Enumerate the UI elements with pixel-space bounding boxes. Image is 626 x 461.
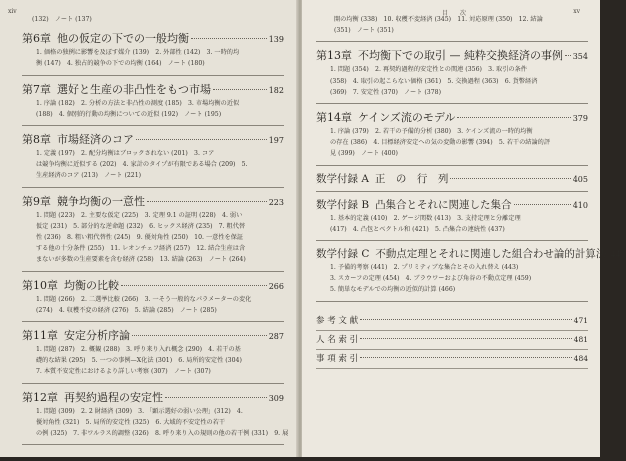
- section-line: 3. スカーフの定理 (454) 4. ブラウワーおよび角谷の不動点定理 (459): [330, 275, 532, 283]
- appendix-entry: [316, 247, 626, 302]
- dot-leader: [360, 319, 572, 320]
- back-matter-page-number: 484: [573, 353, 588, 363]
- chapter-number: 第13章: [316, 49, 352, 63]
- section-line: の存在 (386) 4. 目標経済安定への気の変動の影響 (394) 5. 若干の結論的評: [330, 139, 551, 147]
- chapter-number: 第14章: [316, 111, 352, 125]
- section-line: 1. 予備的考察 (441) 2. プリミティブな集合とその入れ替え (443): [330, 264, 519, 272]
- chapter-number: 第11章: [22, 329, 58, 343]
- chapter-heading: [22, 31, 284, 47]
- dot-leader: [136, 139, 267, 140]
- section-list: [22, 47, 284, 75]
- back-matter-title: 人 名 索 引: [316, 334, 359, 345]
- chapter-page-number: 410: [572, 200, 588, 210]
- section-line: 1. 問題 (266) 2. 二選挙比較 (266) 3. 一そう一般的なパラメーターの変化: [36, 295, 252, 303]
- dot-leader: [450, 178, 570, 179]
- chapter-heading: [316, 198, 588, 213]
- chapter-heading: [316, 172, 588, 192]
- section-line: 1. 問題 (309) 2. 2 財経済 (309) 3. 「顕示選好の弱い公理」(312) 4.: [36, 407, 243, 415]
- section-line: (417) 4. 凸包とベクトル和 (421) 5. 凸集合の連続性 (437): [330, 225, 505, 233]
- section-line: 1. 序論 (379) 2. 若干の予備的分析 (380) 3. ケインズ流の一時的均衡: [330, 128, 533, 136]
- section-list: [22, 210, 284, 272]
- chapter-title: 均衡の比較: [64, 278, 119, 292]
- left-page-number: xiv: [8, 8, 17, 15]
- appendix-list: [316, 172, 626, 302]
- page-edge: [0, 457, 600, 461]
- dot-leader: [514, 204, 571, 205]
- chapter-title: 競争均衡の一意性: [57, 194, 145, 208]
- chapter-entry: [22, 194, 284, 272]
- section-line: は競争均衡に近似する (202) 4. 家計のタイプが有限である場合 (209) 5.: [36, 161, 248, 169]
- back-matter-entry: [316, 312, 588, 331]
- chapter-number: 第9章: [22, 194, 51, 208]
- right-page: [302, 0, 626, 461]
- chapter-title: 再契約過程の安定性: [64, 390, 163, 404]
- section-line: 1. 問題 (223) 2. 主要な仮定 (225) 3. 定理 9.1 の証明 (228) 4. 弱い: [36, 211, 243, 219]
- chapter-heading: [22, 328, 284, 344]
- section-line: 1. 価格の独例に影響を及ぼす媒介 (139) 2. 外部性 (142) 3. 一時的均: [36, 49, 240, 57]
- dot-leader: [457, 117, 570, 118]
- continuation-line: (132) ノート (137): [32, 16, 92, 23]
- chapter-number: 数学付録 B: [316, 198, 370, 211]
- back-matter-entry: [316, 350, 588, 369]
- section-line: する他の十分条件 (255) 11. レオンチェフ経済 (257) 12. 結合生産は含: [36, 245, 246, 253]
- back-matter-list: [316, 312, 588, 369]
- chapter-title: 選好と生産の非凸性をもつ市場: [57, 82, 211, 96]
- chapter-heading: [316, 247, 626, 262]
- dot-leader: [191, 38, 267, 39]
- chapter-entry: [22, 328, 284, 384]
- chapter-title: 市場経済のコア: [57, 133, 134, 147]
- chapter-page-number: 309: [268, 393, 284, 403]
- section-list: [316, 64, 588, 104]
- chapter-page-number: 287: [268, 332, 284, 342]
- chapter-number: 第7章: [22, 82, 51, 96]
- section-line: 1. 定義 (197) 2. 配分均衡はブロックされない (201) 3. コア: [36, 150, 215, 158]
- chapter-title: 不動点定理とそれに関連した組合わせ論的計算法: [375, 248, 607, 261]
- dot-leader: [213, 89, 267, 90]
- chapter-number: 数学付録 A: [316, 172, 369, 185]
- section-list: [316, 126, 588, 166]
- chapter-heading: [22, 194, 284, 210]
- section-line: (369) 7. 安定性 (370) ノート (378): [330, 88, 442, 96]
- chapter-title: 不均衡下での取引 — 純粋交換経済の事例: [358, 49, 563, 63]
- left-chapter-list: [22, 31, 289, 445]
- back-matter-page-number: 471: [573, 315, 588, 325]
- section-line: 性 (236) 8. 粗い粗代替性 (245) 9. 優対角性 (250) 10. 一意性を保証: [36, 234, 244, 242]
- dot-leader: [165, 397, 267, 398]
- chapter-entry: [316, 110, 588, 166]
- chapter-entry: [316, 48, 588, 104]
- chapter-page-number: 354: [572, 52, 588, 62]
- section-line: (188) 4. 個別的行動の均衡についての近似 (192) ノート (195): [36, 110, 222, 118]
- appendix-entry: [316, 198, 588, 241]
- section-list: [316, 213, 588, 241]
- chapter-heading: [316, 48, 588, 64]
- chapter-heading: [22, 82, 284, 98]
- section-list: [22, 98, 284, 126]
- chapter-entry: [22, 82, 284, 126]
- section-line: の例 (325) 7. 非ワルラス的調整 (326) 8. 呼り来り入の規則の他の若干例 (331) 9. 展: [36, 430, 289, 438]
- section-line: 7. 本質不安定性におけるより詳しい考察 (307) ノート (307): [36, 368, 211, 376]
- chapter-page-number: 441: [610, 250, 626, 260]
- section-list: [22, 294, 284, 322]
- section-list: [22, 406, 289, 446]
- chapter-page-number: 197: [268, 136, 284, 146]
- chapter-title: 安定分析序論: [64, 329, 130, 343]
- chapter-page-number: 405: [572, 174, 588, 184]
- right-toc: [316, 14, 626, 369]
- section-line: (274) 4. 収穫不変の経済 (276) 5. 結論 (285) ノート (285): [36, 306, 217, 314]
- back-matter-title: 参 考 文 献: [316, 315, 359, 326]
- chapter-page-number: 379: [572, 114, 588, 124]
- chapter-title: 他の仮定の下での一般均衡: [57, 32, 189, 46]
- section-list: [316, 262, 588, 302]
- dot-leader: [147, 201, 267, 202]
- chapter-number: 数学付録 C: [316, 248, 370, 261]
- section-line: 1. 基本的定義 (410) 2. ゲージ関数 (413) 3. 支持定理と分離定理: [330, 214, 521, 222]
- chapter-heading: [22, 278, 284, 294]
- appendix-entry: [316, 172, 588, 192]
- section-line: 仮定 (231) 5. 部分的な逆命題 (232) 6. ヒックス経済 (235) 7. 粗代替: [36, 222, 246, 230]
- back-matter-page-number: 481: [573, 334, 588, 344]
- chapter-heading: [316, 110, 588, 126]
- left-page: [0, 0, 298, 461]
- chapter-number: 第8章: [22, 133, 51, 147]
- chapter-entry: [22, 390, 289, 446]
- section-line: 1. 問題 (287) 2. 概観 (288) 3. 呼り来り入れ概念 (290) 4. 若干の基: [36, 346, 241, 354]
- section-line: まないが多数の生産要素を含む経済 (258) 13. 結論 (263) ノート (264): [36, 256, 246, 264]
- section-line: (358) 4. 取引の起こらない価格 (361) 5. 交換過程 (363) 6. 貨幣経済: [330, 77, 538, 85]
- chapter-title: 凸集合とそれに関連した集合: [375, 198, 512, 211]
- chapter-number: 第6章: [22, 32, 51, 46]
- dot-leader: [132, 335, 267, 336]
- section-line: 1. 問題 (354) 2. 再契約過程的安定性との関連 (356) 3. 取引の条件: [330, 66, 527, 74]
- left-toc: [22, 14, 289, 445]
- back-matter-entry: [316, 331, 588, 350]
- chapter-number: 第10章: [22, 278, 58, 292]
- dot-leader: [121, 285, 267, 286]
- back-matter-title: 事 項 索 引: [316, 353, 359, 364]
- section-list: [22, 344, 284, 384]
- chapter-heading: [22, 390, 284, 406]
- section-line: 礎的な結果 (295) 5. 一つの事例—X化法 (301) 6. 局所的安定性 (304): [36, 357, 242, 365]
- section-line: 1. 序論 (182) 2. 分析の方法と非凸性の測度 (185) 3. 市場均衡の近似: [36, 99, 240, 107]
- chapter-entry: [22, 31, 284, 75]
- section-line: 衡 (147) 4. 独占的競争の下での均衡 (164) ノート (180): [36, 60, 205, 68]
- section-line: 見 (399) ノート (400): [330, 150, 398, 158]
- chapter-page-number: 266: [268, 281, 284, 291]
- continuation-lines: 開の均衡 (338) 10. 収穫不変経済 (345) 11. 対応原理 (350) 12. 結論 (351) ノート (351): [316, 14, 588, 42]
- right-chapter-list: [316, 48, 588, 165]
- chapter-page-number: 223: [268, 197, 284, 207]
- section-line: 5. 簡単なモデルでの均衡の近似的計算 (466): [330, 286, 456, 294]
- chapter-title: ケインズ流のモデル: [358, 111, 456, 125]
- chapter-entry: [22, 278, 284, 322]
- dot-leader: [360, 357, 572, 358]
- section-line: 優対角性 (321) 5. 局所的安定性 (325) 6. 大域的不安定性の若干: [36, 418, 226, 426]
- dot-leader: [360, 338, 572, 339]
- section-line: 生産経済のコア (213) ノート (221): [36, 172, 142, 180]
- chapter-entry: [22, 132, 284, 188]
- chapter-title: 正 の 行 列: [374, 172, 449, 185]
- right-page-number: xv: [573, 8, 580, 15]
- dot-leader: [565, 55, 571, 56]
- chapter-number: 第12章: [22, 390, 58, 404]
- chapter-page-number: 182: [268, 85, 284, 95]
- section-list: [22, 148, 284, 188]
- chapter-heading: [22, 132, 284, 148]
- chapter-page-number: 139: [268, 35, 284, 45]
- running-head: 目 次: [442, 10, 467, 17]
